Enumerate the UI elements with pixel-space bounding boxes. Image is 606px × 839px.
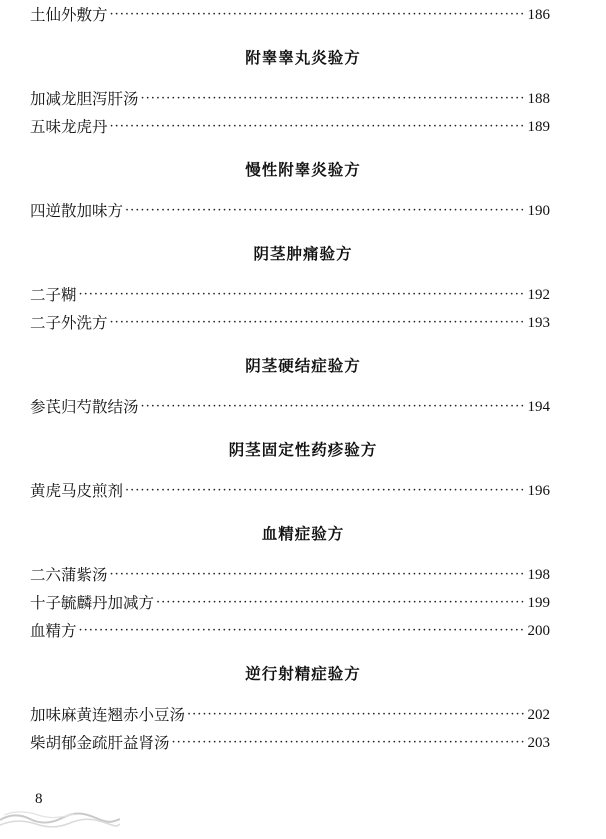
- entry-page-number: 193: [527, 315, 550, 331]
- toc-entry: [30, 620, 550, 642]
- leader-dots: [79, 284, 524, 306]
- leader-dots: [172, 732, 524, 754]
- leader-dots: [110, 312, 524, 334]
- leader-dots: [156, 592, 523, 614]
- entry-title: 十子毓麟丹加减方: [30, 594, 155, 612]
- entry-page-number: 188: [527, 91, 550, 107]
- entry-page-number: 203: [527, 735, 550, 751]
- entry-page-number: 192: [527, 287, 550, 303]
- entry-title: 土仙外敷方: [30, 6, 108, 24]
- entry-title: 柴胡郁金疏肝益肾汤: [30, 734, 170, 752]
- toc-entry: [30, 704, 550, 726]
- entry-page-number: 199: [527, 595, 550, 611]
- toc-entry: [30, 564, 550, 586]
- entry-title: 二六蒲紫汤: [30, 566, 108, 584]
- section-heading: 阴茎肿痛验方: [253, 245, 353, 263]
- leader-dots: [110, 4, 524, 26]
- section-heading: 逆行射精症验方: [245, 665, 361, 683]
- leader-dots: [125, 480, 523, 502]
- entry-title: 二子外洗方: [30, 314, 108, 332]
- section-heading: 阴茎硬结症验方: [245, 357, 361, 375]
- leader-dots: [125, 200, 523, 222]
- entry-title: 加减龙胆泻肝汤: [30, 90, 139, 108]
- entry-title: 血精方: [30, 622, 77, 640]
- toc-entry: [30, 480, 550, 502]
- entry-page-number: 194: [527, 399, 550, 415]
- toc-entry: [30, 88, 550, 110]
- section-heading: 附睾睾丸炎验方: [245, 49, 361, 67]
- section-heading: 阴茎固定性药疹验方: [228, 441, 378, 459]
- section-heading: 血精症验方: [261, 525, 345, 543]
- entry-title: 二子糊: [30, 286, 77, 304]
- entry-page-number: 202: [527, 707, 550, 723]
- leader-dots: [110, 116, 524, 138]
- entry-page-number: 198: [527, 567, 550, 583]
- leader-dots: [141, 88, 524, 110]
- wave-ornament: [0, 806, 120, 832]
- entry-title: 五味龙虎丹: [30, 118, 108, 136]
- toc-entry: [30, 312, 550, 334]
- toc-entry: [30, 592, 550, 614]
- entry-title: 加味麻黄连翘赤小豆汤: [30, 706, 186, 724]
- leader-dots: [79, 620, 524, 642]
- toc-entry: [30, 732, 550, 754]
- toc-entry: [30, 284, 550, 306]
- entry-page-number: 200: [527, 623, 550, 639]
- toc-entry: [30, 4, 550, 26]
- entry-title: 参芪归芍散结汤: [30, 398, 139, 416]
- section-heading: 慢性附睾炎验方: [245, 161, 361, 179]
- entry-page-number: 190: [527, 203, 550, 219]
- entry-page-number: 189: [527, 119, 550, 135]
- page-number: 8: [35, 791, 43, 807]
- toc-entry: [30, 116, 550, 138]
- toc-entry: [30, 200, 550, 222]
- toc-entry: [30, 396, 550, 418]
- entry-title: 黄虎马皮煎剂: [30, 482, 124, 500]
- leader-dots: [110, 564, 524, 586]
- entry-page-number: 186: [527, 7, 550, 23]
- leader-dots: [187, 704, 523, 726]
- leader-dots: [141, 396, 524, 418]
- entry-page-number: 196: [527, 483, 550, 499]
- entry-title: 四逆散加味方: [30, 202, 124, 220]
